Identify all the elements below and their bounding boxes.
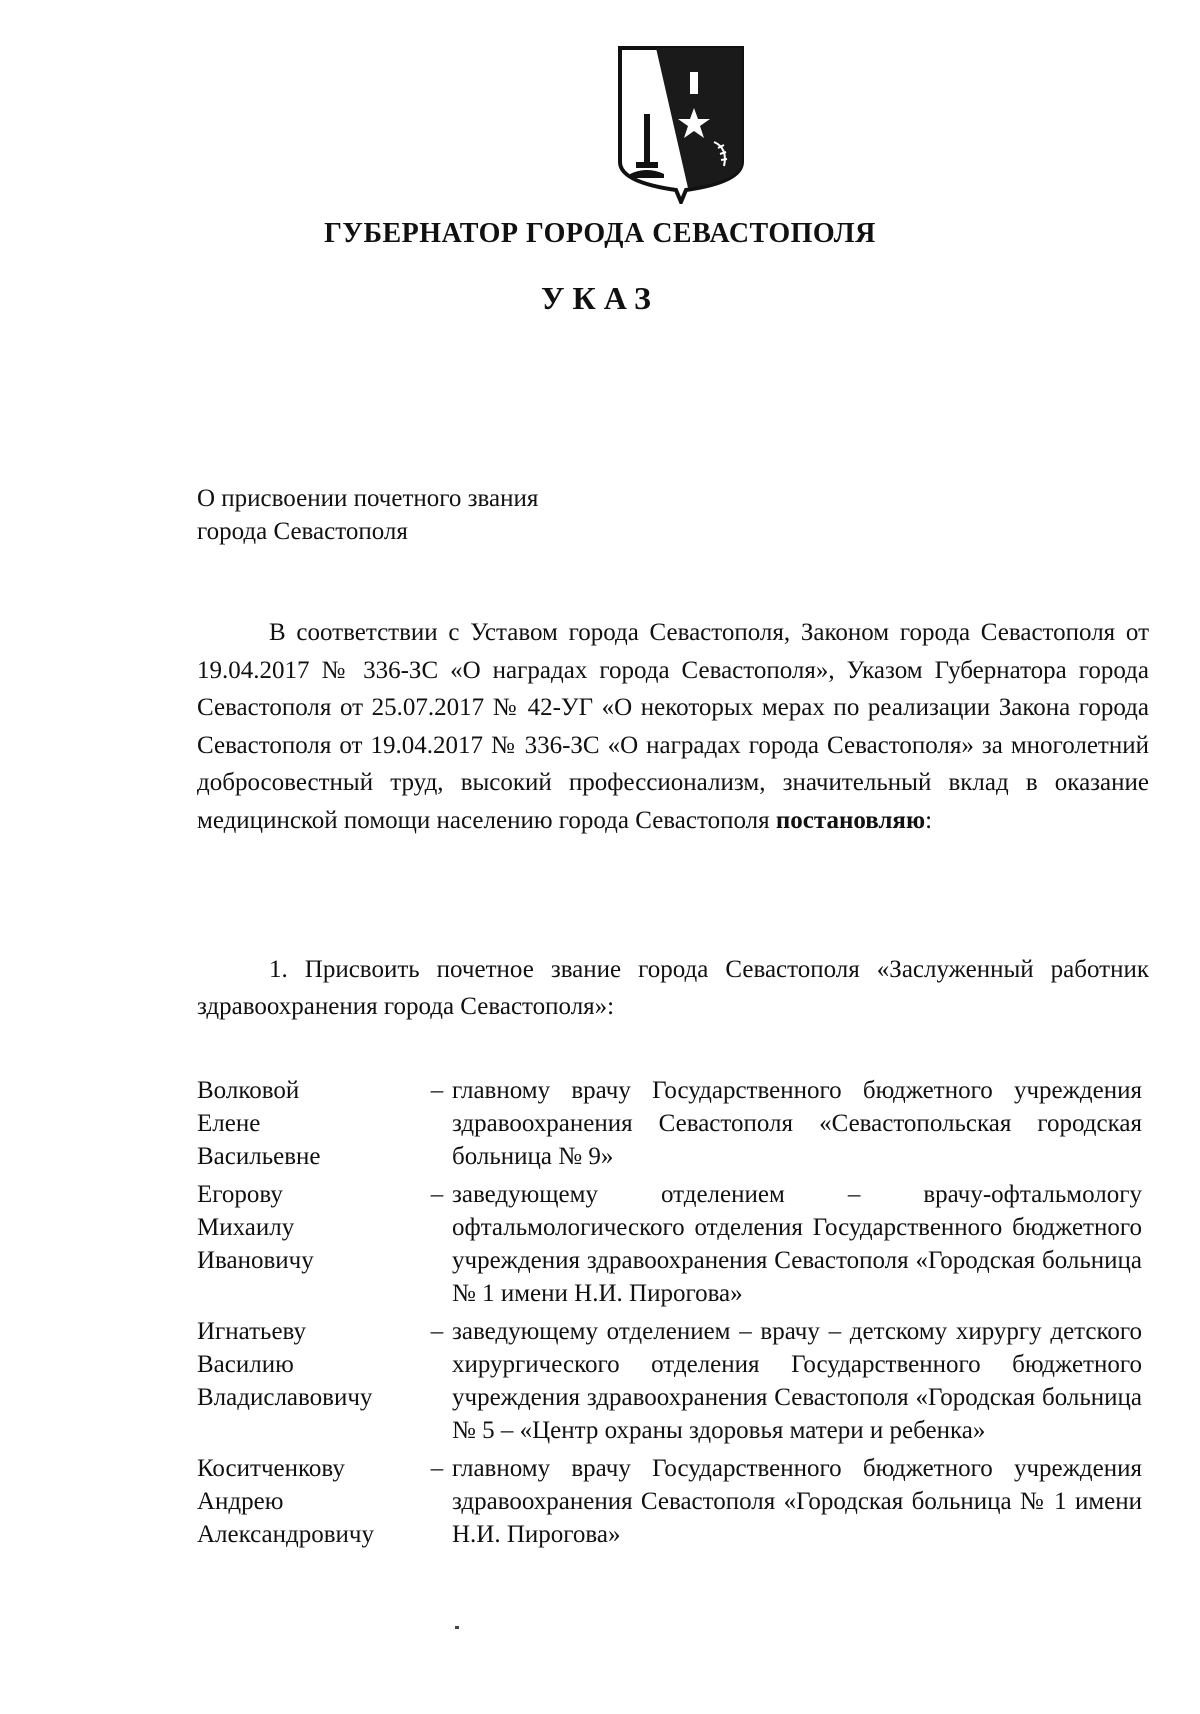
awardee-dash: – [430, 1318, 444, 1345]
decree-word: постановляю [775, 806, 926, 834]
awardee-row [197, 1178, 1142, 1310]
awardee-row [197, 1074, 1142, 1173]
issuing-authority: ГУБЕРНАТОР ГОРОДА СЕВАСТОПОЛЯ [324, 218, 876, 249]
awardee-dash: – [430, 1077, 444, 1104]
awardee-row [197, 1452, 1142, 1551]
awardee-name: Игнатьеву Василию Владиславовичу [197, 1318, 373, 1411]
scan-speck [455, 1626, 459, 1629]
preamble-text: В соответствии с Уставом города Севастополя, Законом города Севастополя от 19.04.2017 № 336-ЗС «О наградах города Севастополя», Указом Губернатора города Севастополя от 25.07.2017 № 42-УГ «О некоторых мерах по реализации Закона города Севастополя от 19.04.2017 № 336-ЗС «О наградах города Севастополя» за многолетний добросовестный труд, высокий профессионализм, значительный вклад в оказание медицинской помощи населению города Севастополя [197, 619, 1149, 834]
awardee-name: Егорову Михаилу Ивановичу [197, 1181, 314, 1274]
subject-line-1: О присвоении почетного звания [197, 485, 539, 512]
awardee-position: заведующему отделением – врачу – детскому хирургу детского хирургического отделения Государственного бюджетного учреждения здравоохранения Севастополя «Городская больница № 5 – «Центр охраны здоровья матери и ребенка» [452, 1318, 1142, 1444]
awardees-list [197, 1074, 1142, 1556]
preamble-tail: : [925, 806, 933, 834]
subject-line-2: города Севастополя [197, 518, 408, 545]
document-type-title: УКАЗ [541, 280, 659, 316]
clause-1: 1. Присвоить почетное звание города Севастополя «Заслуженный работник здравоохранения города Севастополя»: [197, 956, 1149, 1020]
sevastopol-coat-of-arms-icon [616, 44, 746, 204]
preamble-paragraph [197, 614, 1149, 839]
decree-subject [197, 482, 538, 548]
awardee-name: Волковой Елене Васильевне [197, 1077, 321, 1170]
awardee-dash: – [430, 1181, 444, 1208]
awardee-position: главному врачу Государственного бюджетного учреждения здравоохранения Севастополя «Городская больница № 1 имени Н.И. Пирогова» [452, 1455, 1142, 1548]
awardee-position: главному врачу Государственного бюджетного учреждения здравоохранения Севастополя «Севастопольская городская больница № 9» [452, 1077, 1142, 1170]
awardee-name: Коситченкову Андрею Александровичу [197, 1455, 375, 1548]
awardee-position: заведующему отделением – врачу-офтальмологу офтальмологического отделения Государственного бюджетного учреждения здравоохранения Севастополя «Городская больница № 1 имени Н.И. Пирогова» [452, 1181, 1142, 1307]
awardee-row [197, 1315, 1142, 1447]
awardee-dash: – [430, 1455, 444, 1482]
